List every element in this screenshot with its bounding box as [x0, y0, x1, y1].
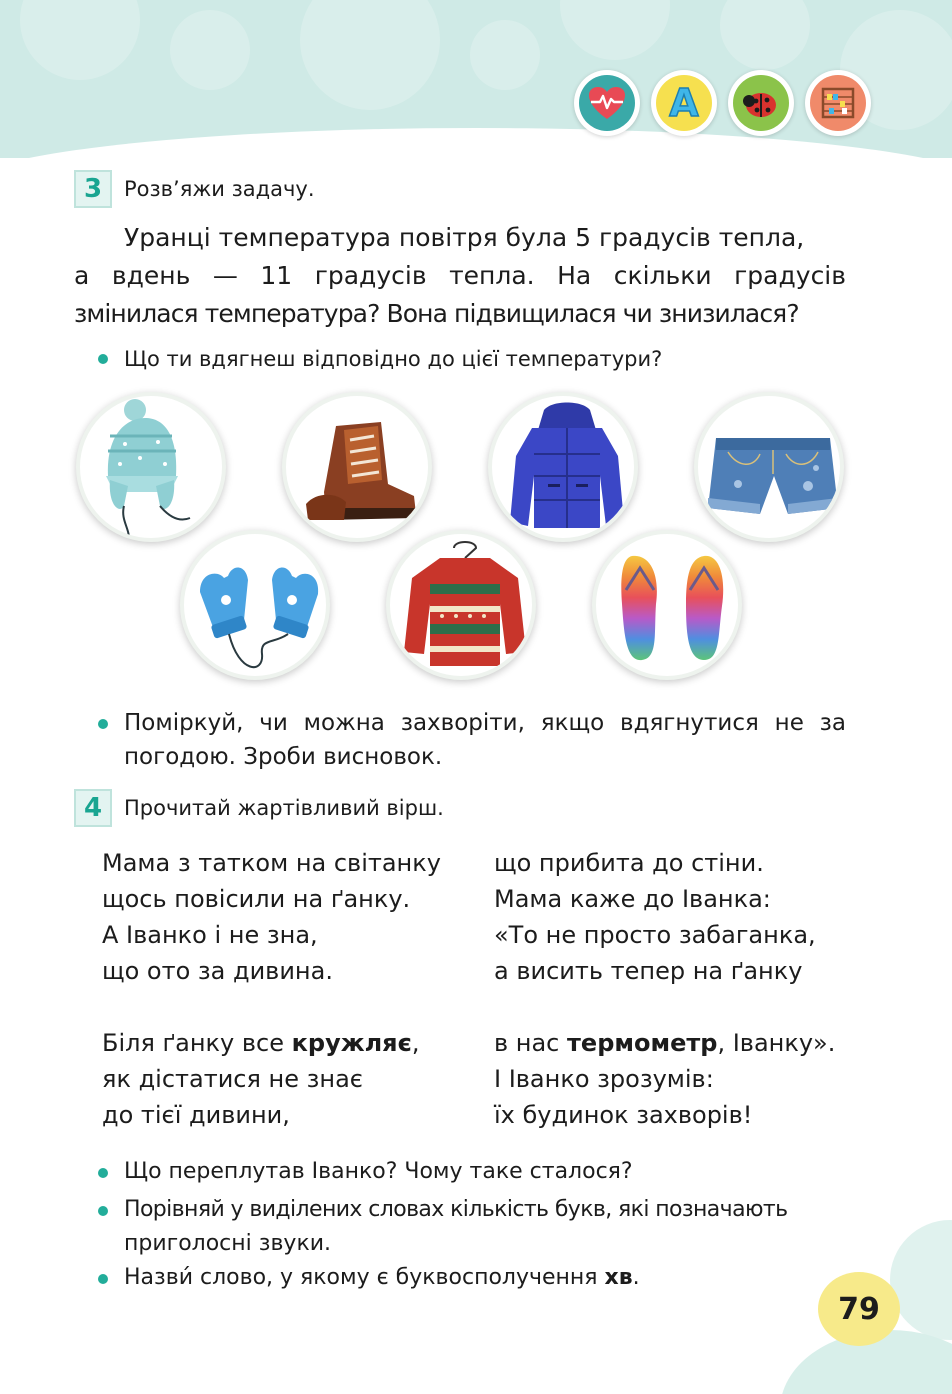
problem-line-1: Уранці температура повітря була 5 градусів тепла, — [124, 223, 805, 252]
poem-line-with-highlight: Біля ґанку все кружляє, — [102, 1029, 420, 1057]
task-4-title: Прочитай жартівливий вірш. — [124, 796, 444, 820]
winter-hat-image — [76, 392, 226, 542]
puffer-jacket-image — [488, 392, 638, 542]
bullet-dot — [98, 1274, 108, 1284]
poem-line: як дістатися не знає — [102, 1065, 363, 1093]
heart-pulse-icon — [574, 70, 640, 136]
task-4-question-2-line-2: приголосні звуки. — [124, 1231, 332, 1256]
boot-image — [282, 392, 432, 542]
poem-line: Мама з татком на світанку — [102, 849, 441, 877]
problem-line-2: а вдень — 11 градусів тепла. На скільки градусів — [74, 261, 846, 290]
task-3-question-2-line-1: Поміркуй, чи можна захворіти, якщо вдягнутися не за — [124, 710, 846, 736]
poem-line: «То не просто забаганка, — [494, 921, 816, 949]
poem-line: їх будинок захворів! — [494, 1101, 753, 1129]
bullet-dot — [98, 354, 108, 364]
poem-line: що прибита до стіни. — [494, 849, 764, 877]
mittens-image — [180, 530, 330, 680]
poem-line: а висить тепер на ґанку — [494, 957, 803, 985]
task-number-4: 4 — [74, 789, 112, 827]
highlighted-word: термометр — [567, 1029, 718, 1057]
flip-flops-image — [592, 530, 742, 680]
highlighted-word: кружляє — [291, 1029, 412, 1057]
task-3-question-1: Що ти вдягнеш відповідно до цієї температури? — [124, 347, 663, 371]
poem-line: І Іванко зрозумів: — [494, 1065, 714, 1093]
task-4-question-3: Назви́ слово, у якому є буквосполучення хв. — [124, 1265, 640, 1290]
bullet-dot — [98, 1206, 108, 1216]
denim-shorts-image — [694, 392, 844, 542]
poem-line: що ото за дивина. — [102, 957, 333, 985]
problem-line-3: змінилася температура? Вона підвищилася чи знизилася? — [74, 299, 799, 328]
task-4-question-2-line-1: Порівняй у виділених словах кількість букв, які позначають — [124, 1197, 788, 1222]
corner-decoration — [890, 1220, 952, 1340]
bullet-dot — [98, 1168, 108, 1178]
sweater-image — [386, 530, 536, 680]
poem-line: щось повісили на ґанку. — [102, 885, 411, 913]
page-number: 79 — [818, 1272, 900, 1346]
task-3-problem — [74, 219, 846, 333]
abacus-icon — [805, 70, 871, 136]
task-3-title: Розв’яжи задачу. — [124, 177, 315, 201]
poem-line: Мама каже до Іванка: — [494, 885, 771, 913]
highlighted-letters: хв — [604, 1265, 633, 1290]
task-4-question-1: Що переплутав Іванко? Чому таке сталося? — [124, 1159, 633, 1184]
poem-line: до тієї дивини, — [102, 1101, 290, 1129]
ladybug-icon — [728, 70, 794, 136]
poem-line: А Іванко і не зна, — [102, 921, 318, 949]
task-number-3: 3 — [74, 170, 112, 208]
poem-line-with-highlight: в нас термометр, Іванку». — [494, 1029, 836, 1057]
letter-a-label: A — [669, 81, 699, 125]
bullet-dot — [98, 719, 108, 729]
task-3-question-2-line-2: погодою. Зроби висновок. — [124, 744, 443, 770]
letter-a-icon — [651, 70, 717, 136]
